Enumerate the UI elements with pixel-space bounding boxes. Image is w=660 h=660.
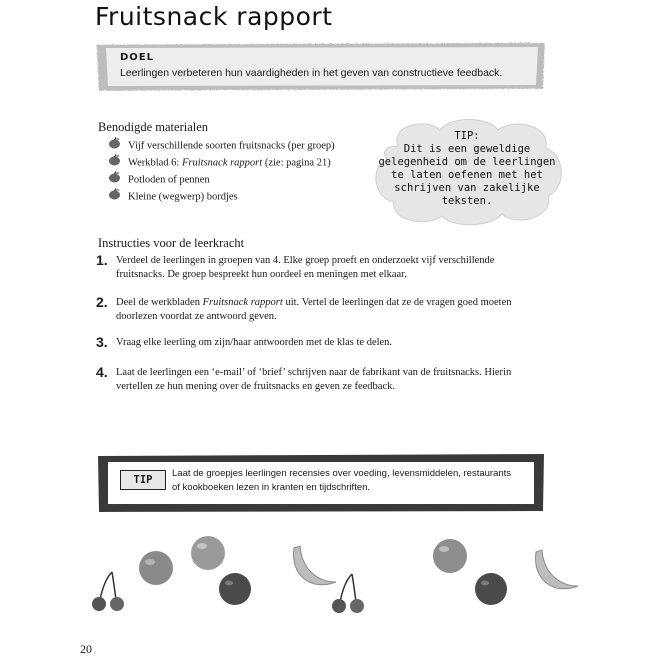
cloud-tip-line: Dit is een geweldige bbox=[403, 143, 531, 155]
apple-bullet-icon bbox=[108, 154, 122, 172]
step-number: 3. bbox=[96, 334, 108, 350]
tip-text: Laat de groepjes leerlingen recensies over voeding, levensmiddelen, restaurants of kookboeken lezen in kranten en tijdschriften. bbox=[172, 468, 512, 493]
plum-icon bbox=[219, 573, 251, 605]
apple-icon bbox=[433, 539, 467, 573]
banana-icon bbox=[535, 550, 578, 589]
step-text bbox=[116, 296, 536, 324]
goal-box-background bbox=[92, 40, 548, 92]
cloud-tip-line: TIP: bbox=[454, 130, 480, 142]
plum-icon bbox=[475, 573, 507, 605]
step-text-italic: Fruitsnack rapport bbox=[202, 297, 283, 308]
apple-icon bbox=[139, 551, 173, 585]
apple-bullet-icon bbox=[108, 171, 122, 189]
step-text-prefix: Deel de werkbladen bbox=[116, 297, 203, 308]
material-item-prefix: Werkblad 6: bbox=[128, 157, 182, 169]
page-number: 20 bbox=[80, 642, 92, 656]
material-item-text: Kleine (wegwerp) bordjes bbox=[128, 191, 238, 203]
materials-list bbox=[108, 137, 368, 205]
list-item bbox=[108, 188, 368, 205]
cloud-tip-line: te laten oefenen met het bbox=[391, 169, 543, 181]
step-text: Laat de leerlingen een ‘e-mail’ of ‘brief’ schrijven naar de fabrikant van de fruitsnacks. Hierin vertellen ze hun mening over de fruitsnacks en geven ze feedback. bbox=[116, 367, 512, 392]
goal-heading: DOEL bbox=[120, 52, 155, 63]
step-number: 2. bbox=[96, 294, 108, 310]
material-item-italic: Fruitsnack rapport bbox=[181, 157, 263, 169]
apple-bullet-icon bbox=[108, 137, 122, 155]
page-title: Fruitsnack rapport bbox=[95, 2, 333, 31]
goal-text: Leerlingen verbeteren hun vaardigheden in het geven van constructieve feedback. bbox=[120, 67, 503, 79]
cloud-tip-line: gelegenheid om de leerlingen bbox=[378, 156, 556, 168]
apple-icon bbox=[191, 536, 225, 570]
tip-label: TIP bbox=[120, 470, 166, 490]
step-number: 1. bbox=[96, 252, 108, 268]
instructions-heading: Instructies voor de leerkracht bbox=[98, 236, 245, 250]
step-text: Verdeel de leerlingen in groepen van 4. Elke groep proeft en onderzoekt vijf verschillende fruitsnacks. De groep bespreekt hun oordeel en meningen met elkaar. bbox=[116, 255, 495, 280]
list-item bbox=[108, 154, 368, 171]
step-number: 4. bbox=[96, 364, 108, 380]
goal-box bbox=[92, 40, 548, 92]
material-item-text: Potloden of pennen bbox=[128, 174, 210, 186]
cherries-icon bbox=[332, 574, 364, 613]
banana-icon bbox=[293, 546, 336, 585]
cloud-tip-line: teksten. bbox=[441, 195, 493, 207]
fruit-decoration bbox=[80, 530, 600, 620]
cherries-icon bbox=[92, 572, 124, 611]
material-item-suffix: (zie: pagina 21) bbox=[262, 157, 331, 169]
list-item bbox=[108, 171, 368, 188]
cloud-tip-text bbox=[372, 130, 562, 208]
material-item-text: Vijf verschillende soorten fruitsnacks (per groep) bbox=[128, 140, 335, 152]
step-text-suffix: uit. Vertel de leerlingen dat ze de vragen goed moeten doorlezen voordat ze antwoord geven. bbox=[116, 297, 512, 322]
step-text: Vraag elke leerling om zijn/haar antwoorden met de klas te delen. bbox=[116, 337, 393, 348]
cloud-tip-line: schrijven van zakelijke bbox=[394, 182, 540, 194]
materials-heading: Benodigde materialen bbox=[98, 120, 209, 134]
list-item bbox=[108, 137, 368, 154]
apple-bullet-icon bbox=[108, 188, 122, 206]
